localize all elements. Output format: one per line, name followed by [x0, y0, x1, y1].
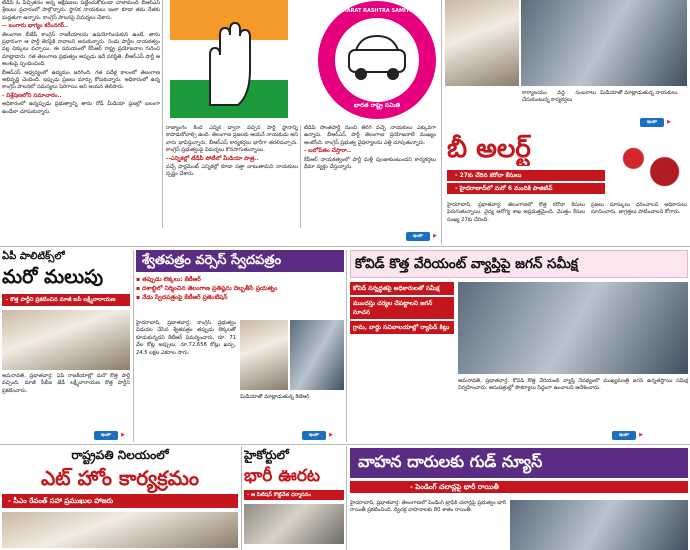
col1-subhead2: - విశ్లేషణలోని సమాచారం..: [2, 92, 62, 99]
ap-body: అమరావతి, ప్రభాతవార్త: ఏపీ రాజకీయాల్లో మరో కొత్త పార్టీ వచ్చింది. మాజీ సీబీఐ జేడీ లక్ష్మీనారాయణ కొత్త పార్టీని ప్రకటించారు.: [2, 373, 130, 394]
celebration-photo: [445, 0, 519, 86]
rashtrapati-box: [2, 446, 238, 550]
mid-col-a-para2: వచ్చే పార్లమెంట్ ఎన్నికల్లో కూడా సత్తా చాటుతామని నాయకులు స్పష్టం చేశారు.: [166, 164, 298, 178]
read-more-button[interactable]: ఇంకా ▶: [94, 431, 118, 440]
covid-headline: కోవిడ్ కొత్త వేరియంట్ వ్యాప్తిపై జగన్ సమీక్ష: [350, 250, 688, 278]
section-rule: [0, 444, 690, 445]
covid-point: ముందస్తు చర్యల చేపట్టాలని జగన్ సూచన: [350, 297, 454, 319]
rashtrapati-subhead: - సీఎం రేవంత్ సహా ప్రముఖుల హాజరు: [2, 494, 238, 508]
highcourt-kicker: హైకోర్టులో: [244, 448, 289, 462]
mid-col-b-para: టీడీపీ సొంతపార్టీ నుంచి తిరిగి వచ్చే నాయకులు ఎక్కువగా ఉన్నారు. బీఆర్ఎస్ పార్టీ తెలంగాణ ప్రయోజనాలే ముఖ్యం అంటోంది. కాంగ్రెస్ ప్రభుత్వ వైఫల్యాలను ఎత్తి చూపుతున్నారు.: [304, 125, 436, 146]
col1-subhead1: -- బంగారు భాగ్యం కరీంనగర్..: [2, 23, 69, 30]
alert-line1: - 27కు చేరిన కరోనా కేసులు: [447, 170, 605, 181]
jagan-review-photo: [458, 282, 688, 374]
ap-headline: మరో మలుపు: [2, 266, 104, 288]
ap-subhead: - కొత్త పార్టీని ప్రకటించిన మాజీ ఐపీ లక్ష్మీనారాయణ: [2, 294, 130, 306]
vehicle-challan-box: [350, 448, 688, 550]
mid-col-b-subhead: - బలోపేతం చేస్తారా..: [304, 148, 352, 155]
alert-body-right: ప్రజలు మాస్కులు ధరించాలని అధికారులు సూచించారు. జాగ్రత్తలు పాటించాలని కోరారు.: [591, 202, 687, 216]
divider: [241, 446, 242, 550]
section-rule: [0, 246, 690, 247]
rashtrapati-headline: ఎట్ హోం కార్యక్రమం: [40, 466, 200, 490]
white-paper-bullet: ▪ తప్పుడు లెక్కలు: కేటీఆర్: [136, 275, 344, 284]
white-paper-caption: మీడియాతో మాట్లాడుతున్న కేటీఆర్: [240, 394, 310, 400]
brs-car-emblem: [316, 0, 438, 122]
col1-para3: బీఆర్ఎస్ ఆధ్వర్యంలో ఉద్యమం జరిగింది. గత పదేళ్ల కాలంలో తెలంగాణ అభివృద్ధి చెందింది. ఇప్పుడు ప్రజలు మార్పు కోరుకున్నారు. అధికారంలో ఉన్న కాంగ్రెస్ పాలనలో సమస్యలు పెరిగాయి అని ఆయన తెలిపారు.: [2, 69, 160, 91]
ap-kicker: ఏపీ పాలిటిక్స్‌లో: [2, 251, 65, 262]
read-more-button[interactable]: ఇంకా ▶: [640, 118, 664, 127]
brs-name-english: BHARAT RASHTRA SAMITHI: [338, 8, 416, 14]
ktr-photo-2: [290, 320, 344, 390]
alert-title: బీ అలర్ట్: [447, 134, 531, 164]
traffic-photo: [510, 500, 688, 550]
vehicle-subhead: - పెండింగ్ చలాన్లపై భారీ రాయితీ: [350, 481, 688, 493]
col1-story: [2, 0, 160, 225]
covid-body: అమరావతి, ప్రభాతవార్త: కోవిడ్ కొత్త వేరియంట్ వ్యాప్తి నేపథ్యంలో ముఖ్యమంత్రి జగన్ ఉన్నతస్థాయి సమీక్ష నిర్వహించారు. ఆసుపత్రుల్లో సౌకర్యాలు సిద్ధంగా ఉంచాలని ఆదేశించారు.: [458, 378, 688, 392]
ktr-photo-1: [240, 320, 288, 390]
leader-photo: [521, 0, 687, 86]
highcourt-subhead: - ఆ పిటిషన్ కొట్టివేత ధర్మాసనం: [244, 490, 344, 500]
alert-body-left: హైదరాబాద్, ప్రభాతవార్త: తెలంగాణలో కొత్త కరోనా కేసులు పెరుగుతున్నాయి. వైద్య ఆరోగ్య శాఖ అప్రమత్తమైంది. మొత్తం కేసుల సంఖ్య 27కు చేరింది.: [447, 202, 585, 223]
alert-line2: - హైదరాబాద్‌లో మరో 6 మందికి పాజిటివ్: [447, 183, 605, 194]
vehicle-headline: వాహన దారులకు గుడ్ న్యూస్: [350, 448, 688, 478]
mid-col-a-para: రాజ్యాంగం కింద ఎన్నిక ద్వారా వచ్చిన పార్టీ స్థానాన్ని కాపాడుకోవాల్సి ఉంది. తెలంగాణ ప్రజలకు ఆయనే నాయకుడు అని వారు భావిస్తున్నారు. బీఆర్ఎస్ కార్యకర్తలు భారీగా తరలివచ్చారు. కాంగ్రెస్ ప్రభుత్వంపై విమర్శలు కొనసాగుతున్నాయి.: [166, 125, 298, 154]
divider: [300, 125, 301, 228]
party-emblems: [166, 0, 438, 122]
congress-hand-emblem: [170, 0, 288, 118]
white-paper-bullet: ▪ దశాబ్దిలో నిర్మించిన తెలంగాణ ప్రతిష్ఠను దెబ్బతీసే ప్రయత్నం: [136, 284, 344, 293]
white-paper-bullets: [136, 275, 344, 302]
virus-image: [610, 132, 688, 198]
mid-col-b-para2: కేసీఆర్ నాయకత్వంలో పార్టీ మళ్లీ పుంజుకుంటుందని కార్యకర్తలు ధీమా వ్యక్తం చేస్తున్నారు.: [304, 156, 436, 171]
divider: [346, 250, 347, 442]
divider: [441, 0, 442, 245]
photo-caption-right: మీడియాతో మాట్లాడుతున్న నాయకులు: [600, 90, 678, 96]
mid-col-a-subhead: --ఎన్నికల్లో టీడీపీ పోటీలో మీడియా పాత్ర..: [166, 155, 259, 162]
ap-politics-box: [2, 250, 130, 440]
mid-col-a: [166, 125, 298, 228]
col1-para4: అధికారంలో ఉన్నప్పుడు ప్రభుత్వాన్ని తాను రోడ్ మీడియా ప్రజల్లో బలంగా ఉండేలా చూసుకున్నారు.: [2, 101, 160, 115]
white-paper-box: [136, 250, 344, 442]
covid-review-box: [350, 250, 688, 442]
divider: [346, 446, 347, 550]
photo-caption-left: కార్యాలయం వద్ద సంబరాలు చేసుకుంటున్న కార్యకర్తలు: [522, 90, 596, 104]
white-paper-bullet: ▪ నేడు స్వేదపత్రంపై కేటీఆర్ ప్రజెంటేషన్: [136, 293, 344, 302]
at-home-photo: [2, 512, 238, 548]
highcourt-box: [244, 446, 344, 550]
rashtrapati-kicker: రాష్ట్రపతి నిలయంలో: [71, 448, 169, 462]
alert-box: [445, 132, 690, 244]
white-paper-body: హైదరాబాద్, ప్రభాతవార్త: కాంగ్రెస్ ప్రభుత్వం విడుదల చేసిన శ్వేతపత్రం తప్పుడు లెక్కలతో కూడుకున్నదని కేటీఆర్ విమర్శించారు. రూ. 71 వేల కోట్ల అప్పులు, రూ.72,658 కోట్లు ఖర్చు, 24.5 లక్షల ఎకరాల సాగు.: [136, 320, 236, 356]
highcourt-photo: [244, 504, 344, 544]
read-more-button[interactable]: ఇంకా ▶: [612, 431, 636, 440]
col1-para2: తెలంగాణ బీజేపీ కాంగ్రెస్ రాజకీయాలను ఉపయోగించుకుని ఉంటే, తాను ప్రధానంగా ఆ పార్టీ తెరపైకి రావాలని అనుకున్నారు. రెండు పార్టీల నాయకత్వం వల్ల చిక్కులు వచ్చాయి. ఈ సమయంలో కేసీఆర్ రాష్ట్ర ప్రయోజనాల గురించి మాట్లాడారు. గత తెలంగాణ ప్రభుత్వం అప్పుడు ఇదే పరిస్థితి. బీఆర్ఎస్ పార్టీ ఆ అంశంపై స్పందించింది.: [2, 31, 160, 68]
mid-col-b: [304, 125, 436, 228]
divider: [133, 250, 134, 442]
divider: [162, 0, 163, 228]
read-more-button[interactable]: ఇంకా ▶: [406, 232, 430, 241]
read-more-button[interactable]: ఇంకా ▶: [302, 431, 326, 440]
highcourt-headline: భారీ ఊరట: [244, 466, 321, 486]
vehicle-body: హైదరాబాద్, ప్రభాతవార్త: తెలంగాణలో పెండింగ్ ట్రాఫిక్ చలాన్లపై ప్రభుత్వం భారీ రాయితీ ప్రకటించింది. ద్విచక్ర వాహనాలకు 80 శాతం రాయితీ.: [350, 500, 506, 514]
covid-point: కోవిడ్ సన్నద్ధతపై అధికారులతో సమీక్ష: [350, 282, 454, 295]
brs-name-telugu: భారత రాష్ట్ర సమితి: [353, 102, 401, 109]
covid-points: [350, 282, 454, 334]
white-paper-headline: శ్వేతపత్రం వర్సెస్ స్వేదపత్రం: [136, 250, 344, 272]
laxminarayana-photo: [2, 310, 130, 370]
col1-para1: టీడీపీ ఓ పిచ్చితనం అన్న ఆక్షేపణలు పట్టించుకోకుండా చాలామంది బీఆర్ఎస్ శ్రేణులు ప్రచారంలో పాల్గొన్నారు. స్థానిక నాయకులు ఇంకా కూడా తమ నేతకు మద్దతుగా ఉన్నారు. కాంగ్రెస్ పాలనపై విమర్శలు చేశారు.: [2, 0, 160, 21]
covid-point: గ్రామ, వార్డు సచివాలయాల్లో ర్యాపిడ్ కిట్లు: [350, 321, 454, 334]
